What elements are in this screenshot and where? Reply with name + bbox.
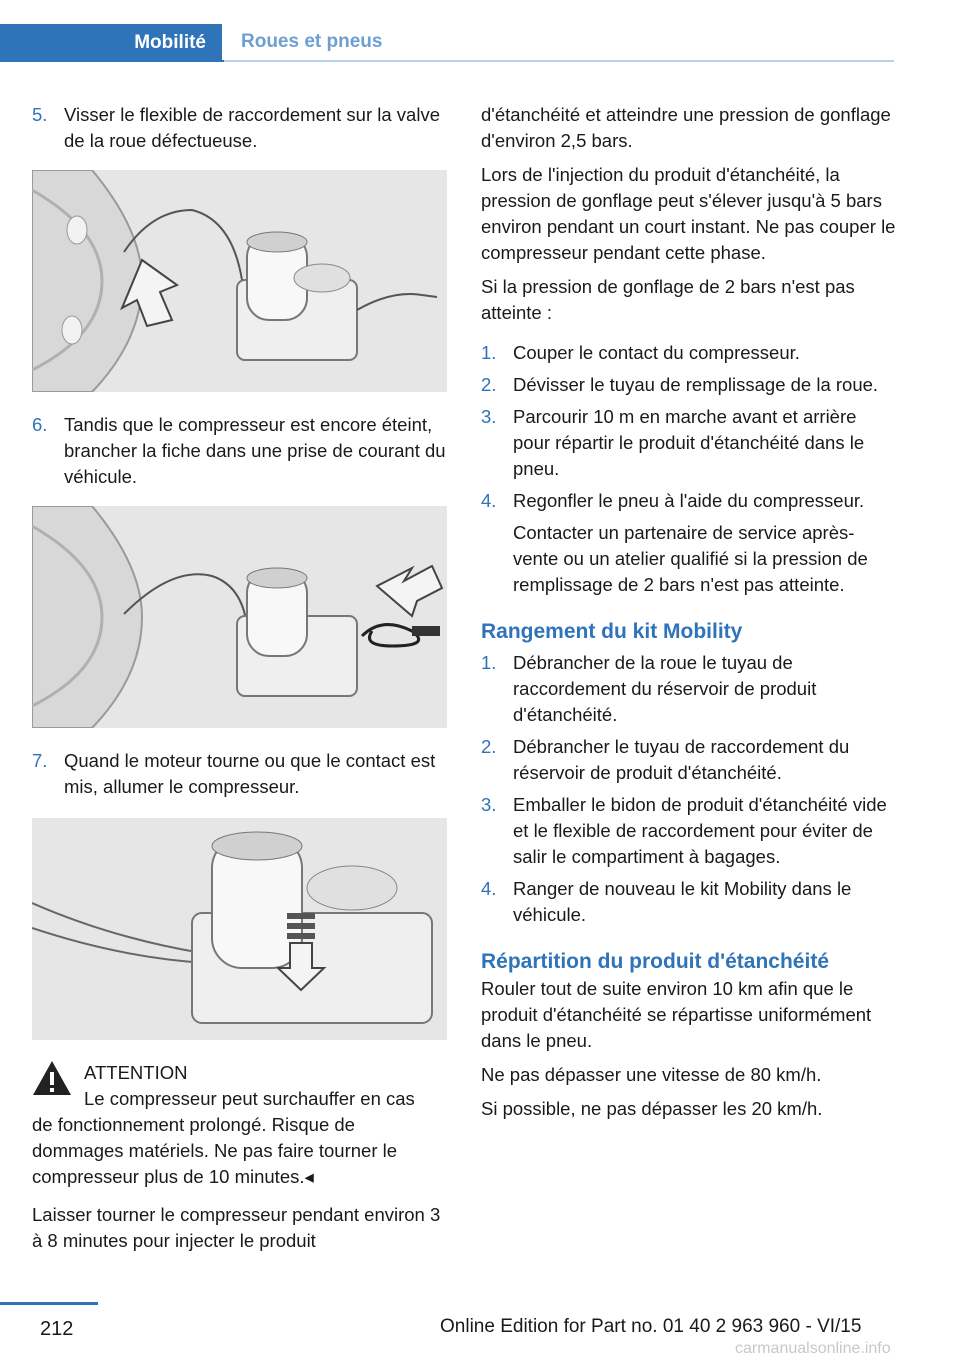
step-text: Ranger de nouveau le kit Mobility dans le véhicule. bbox=[513, 878, 852, 925]
list-item bbox=[481, 650, 896, 728]
step-7 bbox=[32, 748, 448, 800]
step-text: Débrancher le tuyau de raccordement du réservoir de produit d'étanchéité. bbox=[513, 736, 850, 783]
list-item bbox=[481, 372, 896, 398]
step-text: Parcourir 10 m en marche avant et arrière pour répartir le produit d'étanchéité dans le pneu. bbox=[513, 406, 865, 479]
paragraph: Laisser tourner le compresseur pendant environ 3 à 8 minutes pour injecter le produit bbox=[32, 1204, 441, 1251]
step-number: 2. bbox=[481, 736, 497, 757]
page-header bbox=[0, 0, 960, 64]
step-number: 5. bbox=[32, 104, 48, 125]
warning-text: de fonctionnement prolongé. Risque de dommages matériels. Ne pas faire tourner le compresseur plus de 10 minutes.◂ bbox=[32, 1114, 398, 1187]
left-column bbox=[32, 102, 448, 1254]
figure-plug-connection bbox=[32, 506, 447, 728]
step-note: Contacter un partenaire de service après-vente ou un atelier qualifié si la pression de remplissage de 2 bars n'est pas atteinte. bbox=[513, 522, 868, 595]
warning-block bbox=[32, 1060, 448, 1190]
watermark: carmanualsonline.info bbox=[735, 1340, 891, 1357]
step-number: 6. bbox=[32, 414, 48, 435]
step-text: Tandis que le compresseur est encore éteint, brancher la fiche dans une prise de courant du véhicule. bbox=[64, 414, 446, 487]
step-number: 4. bbox=[481, 490, 497, 511]
warning-title: ATTENTION bbox=[84, 1062, 188, 1083]
list-item bbox=[481, 488, 896, 514]
warning-triangle-icon bbox=[32, 1060, 72, 1096]
paragraph: Si possible, ne pas dépasser les 20 km/h. bbox=[481, 1098, 823, 1119]
list-item bbox=[481, 792, 896, 870]
step-text: Couper le contact du compresseur. bbox=[513, 342, 800, 363]
step-text: Emballer le bidon de produit d'étanchéité vide et le flexible de raccordement pour éviter de salir le compartiment à bagages. bbox=[513, 794, 887, 867]
step-text: Débrancher de la roue le tuyau de raccordement du réservoir de produit d'étanchéité. bbox=[513, 652, 817, 725]
step-text: Quand le moteur tourne ou que le contact est mis, allumer le compresseur. bbox=[64, 750, 436, 797]
list-item bbox=[481, 404, 896, 482]
figure-valve-connection bbox=[32, 170, 447, 392]
step-number: 4. bbox=[481, 878, 497, 899]
step-number: 1. bbox=[481, 342, 497, 363]
list-item bbox=[481, 734, 896, 786]
list-item bbox=[481, 340, 896, 366]
subsection-tab: Roues et pneus bbox=[224, 24, 894, 62]
page-number: 212 bbox=[40, 1318, 74, 1340]
storage-steps bbox=[481, 650, 896, 928]
step-number: 2. bbox=[481, 374, 497, 395]
right-column bbox=[481, 102, 896, 1122]
footer-rule bbox=[0, 1302, 98, 1305]
paragraph: Ne pas dépasser une vitesse de 80 km/h. bbox=[481, 1064, 822, 1085]
edition-info: Online Edition for Part no. 01 40 2 963 960 - VI/15 bbox=[440, 1316, 862, 1337]
step-text: Visser le flexible de raccordement sur la valve de la roue défectueuse. bbox=[64, 104, 440, 151]
step-5 bbox=[32, 102, 448, 154]
section-heading-storage: Rangement du kit Mobility bbox=[481, 620, 743, 643]
step-text: Dévisser le tuyau de remplissage de la roue. bbox=[513, 374, 879, 395]
section-heading-distribution: Répartition du produit d'étanchéité bbox=[481, 950, 829, 973]
step-number: 7. bbox=[32, 750, 48, 771]
step-text: Regonfler le pneu à l'aide du compresseur. bbox=[513, 490, 865, 511]
step-number: 3. bbox=[481, 406, 497, 427]
steps-list bbox=[481, 340, 896, 598]
header-rule bbox=[0, 60, 224, 62]
paragraph-continued: d'étanchéité et atteindre une pression de gonflage d'environ 2,5 bars. bbox=[481, 104, 891, 151]
warning-first-line: Le compresseur peut surchauffer en cas bbox=[84, 1088, 415, 1109]
step-number: 3. bbox=[481, 794, 497, 815]
paragraph: Si la pression de gonflage de 2 bars n'est pas atteinte : bbox=[481, 276, 855, 323]
figure-compressor-switch bbox=[32, 818, 447, 1040]
paragraph: Rouler tout de suite environ 10 km afin que le produit d'étanchéité se répartisse uniformément dans le pneu. bbox=[481, 978, 872, 1051]
section-tab: Mobilité bbox=[0, 24, 222, 62]
step-6 bbox=[32, 412, 448, 490]
list-item bbox=[481, 876, 896, 928]
step-number: 1. bbox=[481, 652, 497, 673]
paragraph: Lors de l'injection du produit d'étanchéité, la pression de gonflage peut s'élever jusqu'à 5 bars environ pendant un court instant. Ne pas couper le compresseur pendant cette phase. bbox=[481, 164, 896, 263]
